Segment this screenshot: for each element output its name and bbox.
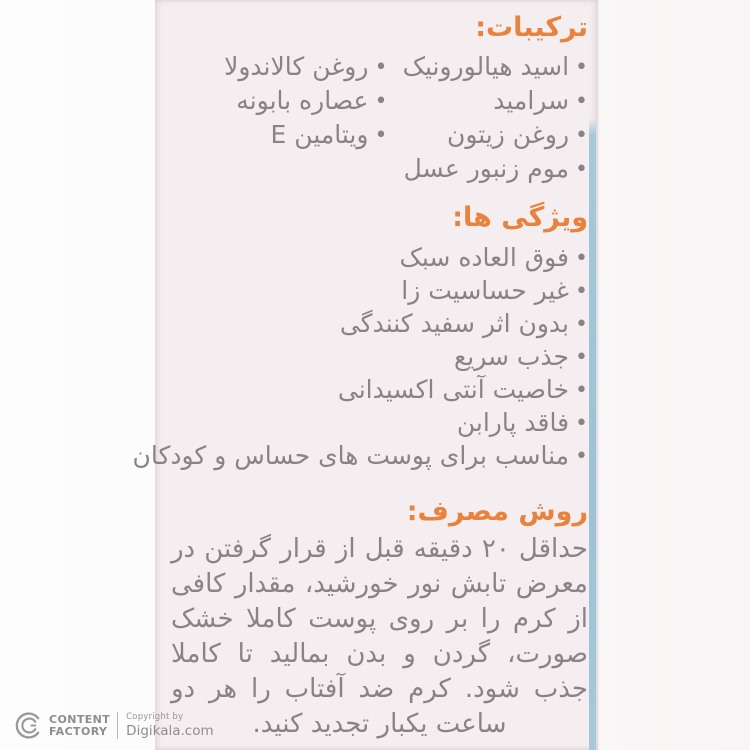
bullet-icon: • xyxy=(575,378,588,403)
bullet-icon: • xyxy=(575,55,588,80)
panel-content xyxy=(132,0,598,750)
bullet-icon: • xyxy=(575,157,588,182)
feature-label: مناسب برای پوست های حساس و کودکان xyxy=(132,441,570,470)
bullet-icon: • xyxy=(575,312,588,337)
list-item xyxy=(171,406,588,439)
content-factory-logo-icon xyxy=(13,710,44,741)
features-list xyxy=(132,241,588,472)
copyright-label: Copyright by xyxy=(126,712,184,722)
list-item xyxy=(171,84,387,118)
copyright-block xyxy=(126,713,213,738)
ingredient-label: روغن زیتون xyxy=(446,120,570,149)
ingredients-columns xyxy=(171,50,588,186)
copyright-source: Digikala.com xyxy=(126,722,214,739)
list-item xyxy=(171,118,387,152)
usage-heading: روش مصرف: xyxy=(406,496,588,527)
usage-instructions-text: حداقل ۲۰ دقیقه قبل از قرار گرفتن در معرض تابش نور خورشید، مقدار کافی از کرم را بر روی پوست کاملا خشک صورت، گردن و بدن بمالید تا کاملا جذب شود. کرم ضد آفتاب را هر دو ساعت یکبار تجدید کنید. xyxy=(171,534,588,739)
feature-label: خاصیت آنتی اکسیدانی xyxy=(337,375,570,404)
list-item xyxy=(387,84,588,118)
ingredient-label: اسید هیالورونیک xyxy=(402,52,570,81)
features-heading: ویژگی ها: xyxy=(452,202,588,233)
bullet-icon: • xyxy=(575,279,588,304)
feature-label: فاقد پارابن xyxy=(456,408,570,437)
features-section xyxy=(132,202,588,472)
bullet-icon: • xyxy=(374,55,388,80)
bullet-icon: • xyxy=(575,89,588,114)
bullet-icon: • xyxy=(374,89,388,114)
list-item xyxy=(171,373,588,406)
feature-label: غیر حساسیت زا xyxy=(401,276,570,305)
bullet-icon: • xyxy=(575,123,588,148)
bullet-icon: • xyxy=(575,246,588,271)
content-factory-wordmark xyxy=(49,714,110,738)
brand-line: FACTORY xyxy=(49,724,108,738)
feature-label: جذب سریع xyxy=(453,342,570,371)
bullet-icon: • xyxy=(575,444,588,469)
usage-section xyxy=(171,496,588,742)
list-item xyxy=(387,152,588,186)
list-item xyxy=(387,118,588,152)
brand-line: CONTENT xyxy=(49,712,111,726)
bullet-icon: • xyxy=(575,411,588,436)
feature-label: بدون اثر سفید کنندگی xyxy=(339,309,570,338)
ingredients-column-left xyxy=(171,50,387,186)
list-item xyxy=(171,274,588,307)
list-item xyxy=(171,241,588,274)
list-item xyxy=(171,307,588,340)
bullet-icon: • xyxy=(575,345,588,370)
ingredients-column-right xyxy=(387,50,588,186)
ingredient-label: عصاره بابونه xyxy=(236,86,369,115)
ingredient-label: سرامید xyxy=(493,86,570,115)
watermark-divider xyxy=(117,712,118,739)
ingredients-section xyxy=(171,12,588,186)
content-factory-watermark xyxy=(13,710,214,741)
ingredient-label: ویتامین E xyxy=(270,120,369,149)
list-item xyxy=(171,340,588,373)
ingredient-label: روغن کالاندولا xyxy=(224,52,369,81)
bullet-icon: • xyxy=(374,123,388,148)
product-box-panel xyxy=(132,0,598,750)
ingredient-label: موم زنبور عسل xyxy=(403,154,570,183)
ingredients-heading: ترکیبات: xyxy=(475,12,588,43)
list-item xyxy=(132,439,588,472)
list-item xyxy=(387,50,588,84)
feature-label: فوق العاده سبک xyxy=(399,243,570,272)
list-item xyxy=(171,50,387,84)
